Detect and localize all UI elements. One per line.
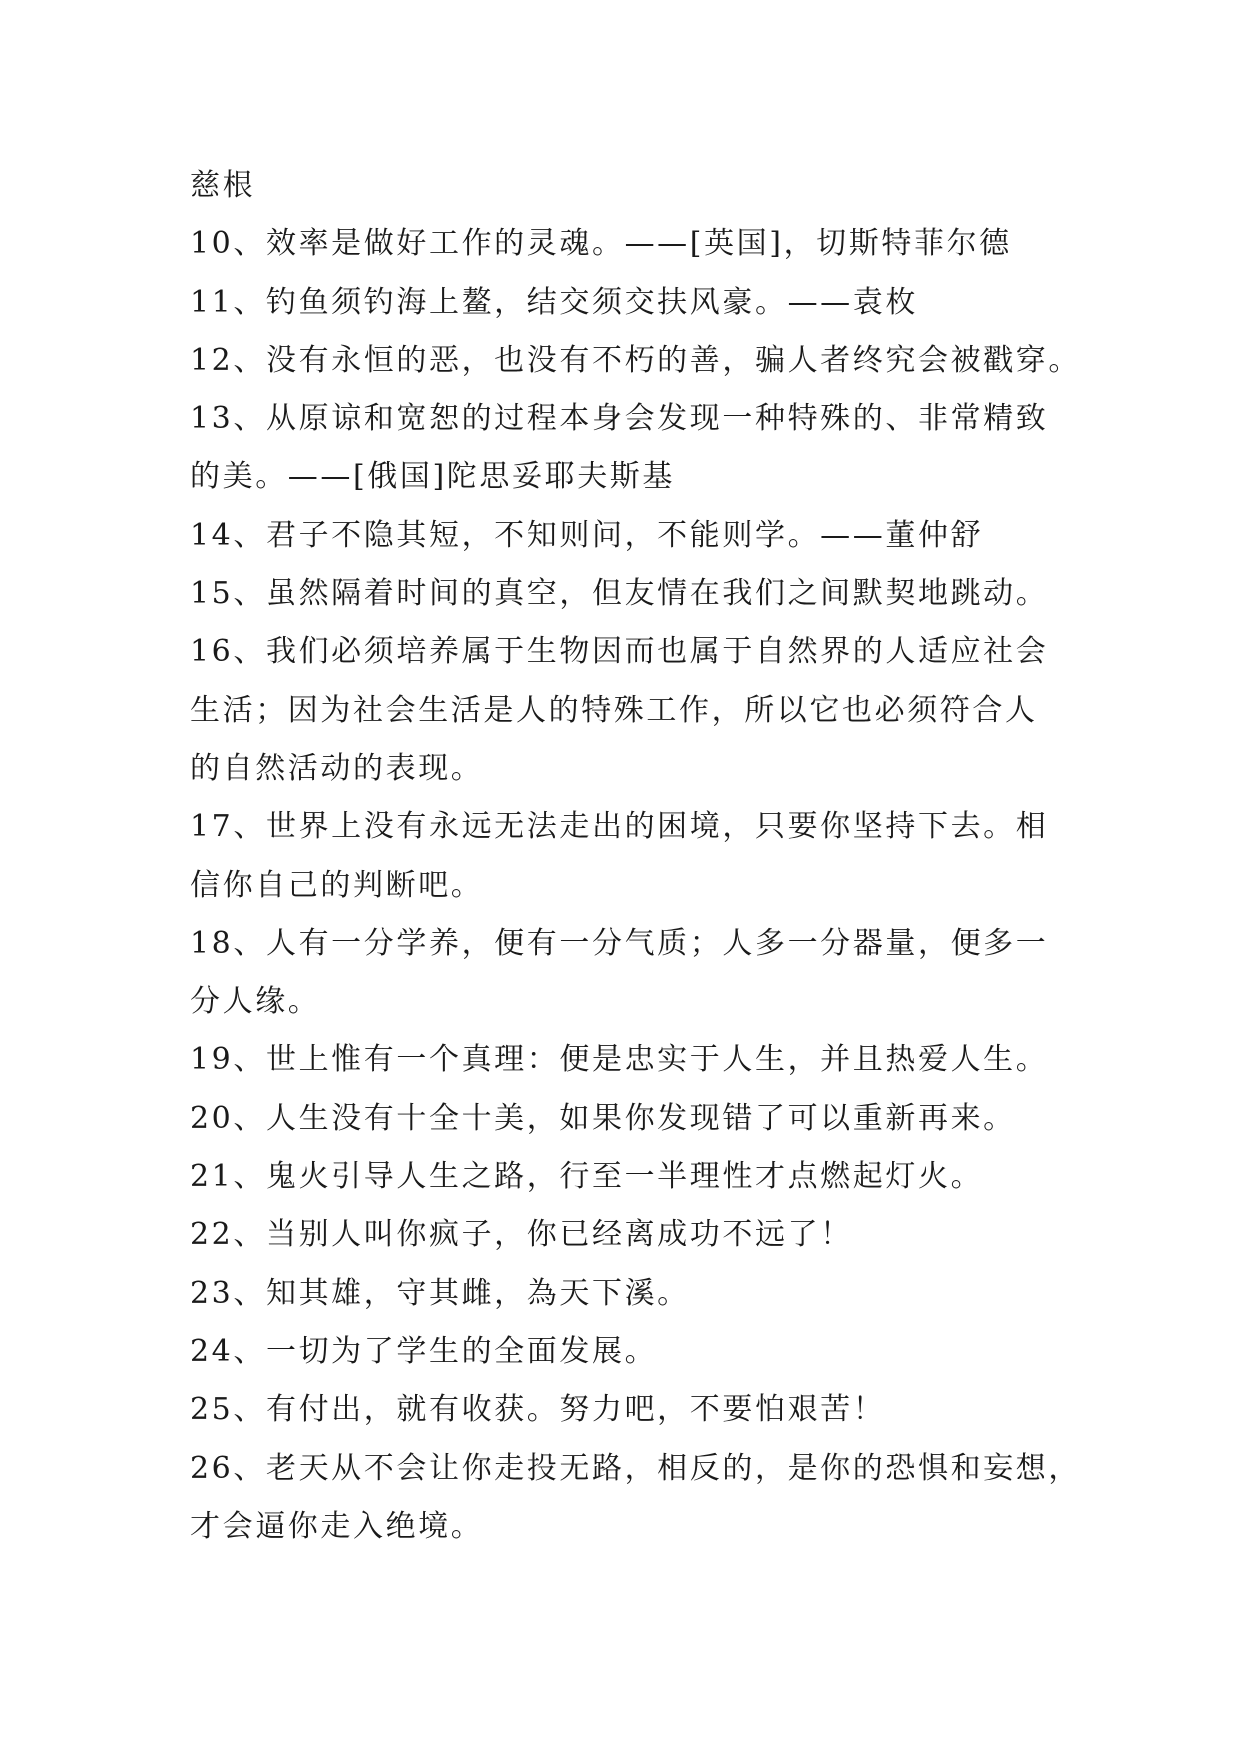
text-line: 22、当别人叫你疯子，你已经离成功不远了！ — [190, 1217, 853, 1253]
text-line: 24、一切为了学生的全面发展。 — [190, 1333, 658, 1369]
text-line: 21、鬼火引导人生之路，行至一半理性才点燃起灯火。 — [190, 1159, 984, 1195]
text-line: 18、人有一分学养，便有一分气质；人多一分器量，便多一 — [190, 925, 1049, 961]
text-line: 信你自己的判断吧。 — [190, 867, 484, 903]
text-line: 19、世上惟有一个真理：便是忠实于人生，并且热爱人生。 — [190, 1042, 1049, 1078]
text-line: 慈根 — [190, 168, 256, 203]
text-line: 17、世界上没有永远无法走出的困境，只要你坚持下去。相 — [190, 809, 1049, 845]
text-line: 才会逼你走入绝境。 — [190, 1508, 484, 1544]
text-line: 16、我们必须培养属于生物因而也属于自然界的人适应社会 — [190, 634, 1049, 670]
text-line: 23、知其雄，守其雌，為天下溪。 — [190, 1275, 690, 1311]
quote-list — [190, 157, 1081, 1556]
text-line: 13、从原谅和宽恕的过程本身会发现一种特殊的、非常精致 — [190, 401, 1049, 437]
text-line: 26、老天从不会让你走投无路，相反的，是你的恐惧和妄想， — [190, 1450, 1081, 1486]
text-line: 的美。——[俄国]陀思妥耶夫斯基 — [190, 459, 676, 495]
text-line: 12、没有永恒的恶，也没有不朽的善，骗人者终究会被戳穿。 — [190, 342, 1081, 378]
text-line: 生活；因为社会生活是人的特殊工作，所以它也必须符合人 — [190, 692, 1038, 728]
text-line: 15、虽然隔着时间的真空，但友情在我们之间默契地跳动。 — [190, 576, 1049, 612]
text-line: 20、人生没有十全十美，如果你发现错了可以重新再来。 — [190, 1100, 1016, 1136]
text-line: 14、君子不隐其短，不知则问，不能则学。——董仲舒 — [190, 517, 984, 553]
text-line: 11、钓鱼须钓海上鳌，结交须交扶风豪。——袁枚 — [190, 284, 918, 320]
text-line: 的自然活动的表现。 — [190, 750, 484, 786]
text-line: 10、效率是做好工作的灵魂。——[英国]，切斯特菲尔德 — [190, 226, 1012, 262]
text-line: 25、有付出，就有收获。努力吧，不要怕艰苦！ — [190, 1392, 886, 1428]
text-line: 分人缘。 — [190, 984, 321, 1020]
